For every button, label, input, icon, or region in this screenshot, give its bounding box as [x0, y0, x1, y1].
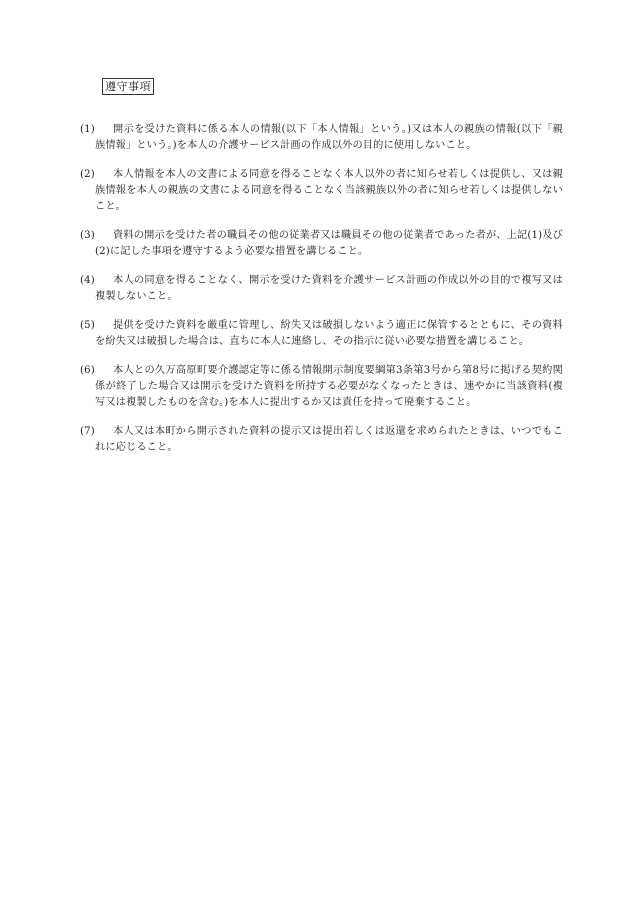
rule-item-3 — [81, 228, 563, 260]
rule-number: (6) — [80, 365, 95, 376]
rule-number: (1) — [80, 124, 95, 135]
rule-item-2 — [81, 167, 563, 215]
rule-text: 本人の同意を得ることなく、開示を受けた資料を介護サービス計画の作成以外の目的で複写又は複製しないこと。 — [95, 275, 563, 302]
rule-number: (5) — [80, 320, 95, 331]
rule-item-7 — [81, 424, 563, 456]
rule-text: 資料の開示を受けた者の職員その他の従業者又は職員その他の従業者であった者が、上記(1)及び(2)に記した事項を遵守するよう必要な措置を講じること。 — [95, 230, 563, 257]
rule-text: 提供を受けた資料を厳重に管理し、紛失又は破損しないよう適正に保管するとともに、その資料を紛失又は破損した場合は、直ちに本人に連絡し、その指示に従い必要な措置を講じること。 — [95, 320, 563, 347]
rule-item-6 — [81, 363, 563, 411]
rule-text: 本人情報を本人の文書による同意を得ることなく本人以外の者に知らせ若しくは提供し、又は親族情報を本人の親族の文書による同意を得ることなく当該親族以外の者に知らせ若しくは提供しないこと。 — [95, 169, 563, 212]
rule-number: (7) — [80, 426, 95, 437]
rule-item-4 — [81, 273, 563, 305]
section-heading: 遵守事項 — [102, 78, 154, 95]
rule-item-5 — [81, 318, 563, 350]
rule-text: 本人との久万高原町要介護認定等に係る情報開示制度要綱第3条第3号から第8号に掲げる契約関係が終了した場合又は開示を受けた資料を所持する必要がなくなったときは、速やかに当該資料(複写又は複製したものを含む。)を本人に提出するか又は責任を持って廃棄すること。 — [95, 365, 563, 408]
rule-number: (2) — [80, 169, 95, 180]
rule-number: (4) — [80, 275, 95, 286]
rule-text: 開示を受けた資料に係る本人の情報(以下「本人情報」という。)又は本人の親族の情報(以下「親族情報」という。)を本人の介護サービス計画の作成以外の目的に使用しないこと。 — [95, 124, 563, 151]
rule-item-1 — [81, 122, 563, 154]
rule-text: 本人又は本町から開示された資料の提示又は提出若しくは返還を求められたときは、いつでもこれに応じること。 — [95, 426, 563, 453]
rules-list — [81, 122, 563, 469]
rule-number: (3) — [80, 230, 95, 241]
